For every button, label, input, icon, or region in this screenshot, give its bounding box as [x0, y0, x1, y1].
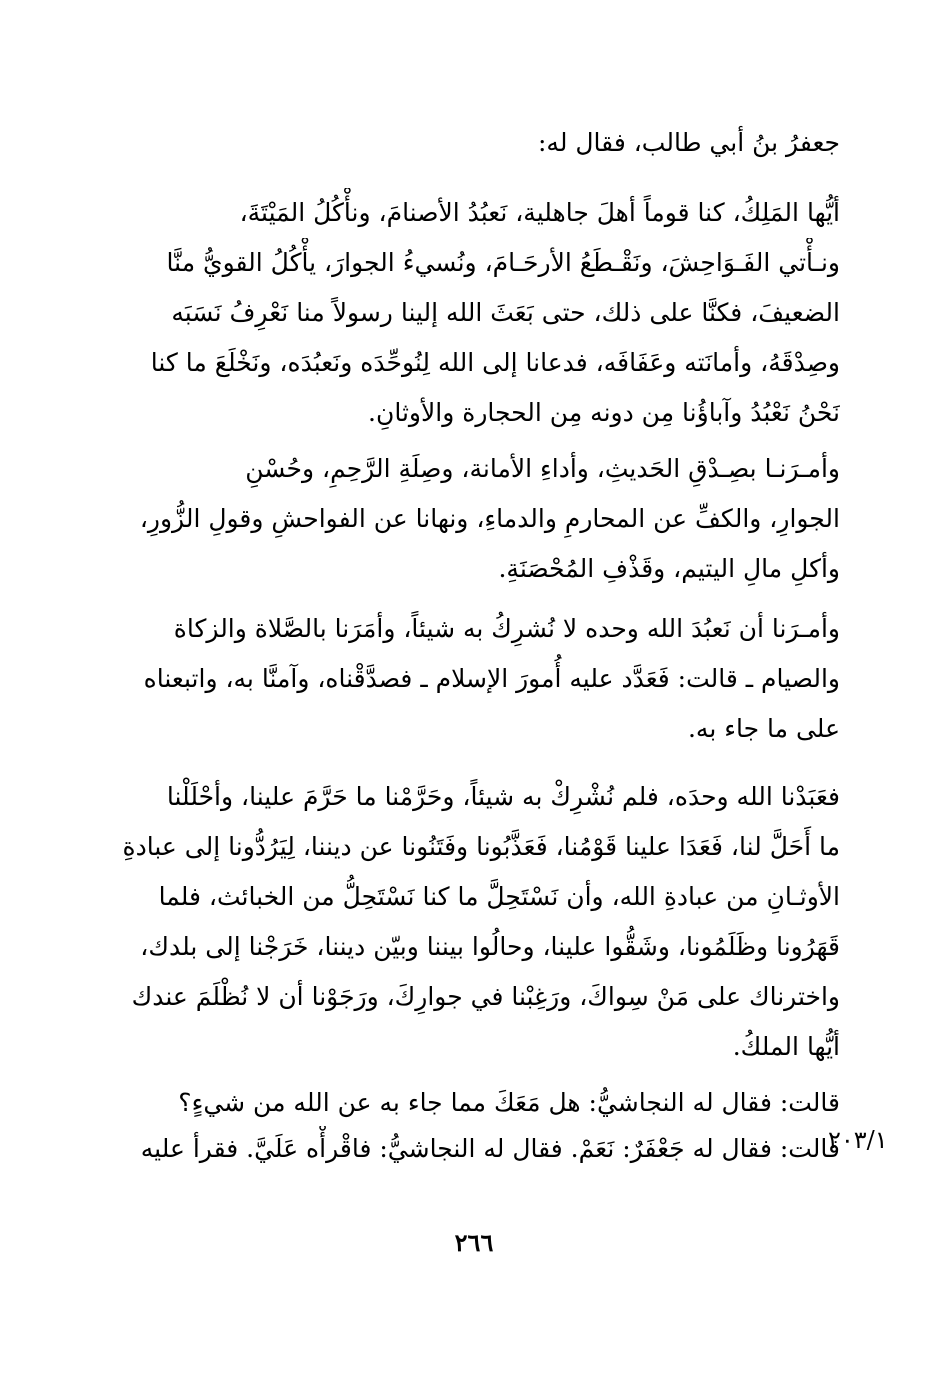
text-line: الجوارِ، والكفِّ عن المحارمِ والدماءِ، ونهانا عن الفواحشِ وقولِ الزُّورِ،: [139, 504, 840, 533]
text-line: فعَبَدْنا الله وحدَه، فلم نُشْرِكْ به شيئاً، وحَرَّمْنا ما حَرَّمَ علينا، وأحْلَلْنا: [166, 782, 840, 811]
text-line: قالت: فقال له جَعْفَرٌ: نَعَمْ. فقال له النجاشيُّ: فاقْرأْه عَلَيَّ. فقرأ عليه: [140, 1134, 840, 1163]
text-line: ما أَحَلَّ لنا، فَعَدَا علينا قَوْمُنا، فَعَذَّبُونا وفَتَنُونا عن ديننا، لِيَرُدُّونا إلى عبادةِ: [122, 832, 840, 861]
text-line: وأمـرَنـا بصِـدْقِ الحَديثِ، وأداءِ الأمانة، وصِلَةِ الرَّحِمِ، وحُسْنِ: [245, 454, 840, 483]
text-line: وأكلِ مالِ اليتيم، وقَذْفِ المُحْصَنَةِ.: [498, 554, 840, 583]
text-line: ونـأْتي الفَـوَاحِشَ، ونَقْـطَعُ الأرحَـامَ، ونُسيءُ الجوارَ، يأْكُلُ القويُّ منَّا: [166, 248, 840, 277]
paragraph-2: [100, 444, 840, 594]
text-line: الأوثـانِ من عبادةِ الله، وأن نَسْتَحِلَّ ما كنا نَسْتَحِلُّ من الخبائث، فلما: [158, 882, 840, 911]
text-line: وصِدْقَهُ، وأمانَته وعَفَافَه، فدعانا إلى الله لِنُوحِّدَه ونَعبُدَه، ونَخْلَعَ ما كنا: [150, 348, 840, 377]
text-line: نَحْنُ نَعْبُدُ وآباؤُنا مِن دونه مِن الحجارة والأوثانِ.: [368, 398, 840, 427]
paragraph-5: [100, 1080, 840, 1172]
text-line: على ما جاء به.: [687, 714, 840, 743]
text-line: جعفرُ بنُ أبي طالب، فقال له:: [538, 128, 840, 157]
paragraph-4: [100, 772, 840, 1072]
text-line: قَهَرُونا وظَلَمُونا، وشَقُّوا علينا، وحالُوا بيننا وبيّن ديننا، خَرَجْنا إلى بلدك،: [140, 932, 840, 961]
text-line: واخترناك على مَنْ سِواكَ، ورَغِبْنا في جوارِكَ، ورَجَوْنا أن لا نُظْلَمَ عندك: [131, 982, 840, 1011]
margin-reference: ٢٠٣/١: [828, 1126, 888, 1154]
text-line: وأمـرَنا أن نَعبُدَ الله وحده لا نُشرِكُ به شيئاً، وأمَرَنا بالصَّلاة والزكاة: [173, 614, 840, 643]
text-line: أيُّها الملكُ.: [732, 1032, 840, 1061]
text-line: والصيام ـ قالت: فَعَدَّد عليه أُمورَ الإسلام ـ فصدَّقْناه، وآمنَّا به، واتبعناه: [143, 664, 840, 693]
intro-line: [100, 118, 840, 168]
text-line: قالت: فقال له النجاشيُّ: هل مَعَكَ مما جاء به عن الله من شيءٍ؟: [178, 1088, 840, 1117]
paragraph-3: [100, 604, 840, 754]
page-number: ٢٦٦: [454, 1228, 494, 1257]
paragraph-1: [100, 188, 840, 438]
text-line: أيُّها المَلِكُ، كنا قوماً أهلَ جاهلية، نَعبُدُ الأصنامَ، ونأْكُلُ المَيْتَةَ،: [239, 198, 840, 227]
text-line: الضعيفَ، فكنَّا على ذلك، حتى بَعَثَ الله إلينا رسولاً منا نَعْرِفُ نَسَبَه: [171, 298, 840, 327]
